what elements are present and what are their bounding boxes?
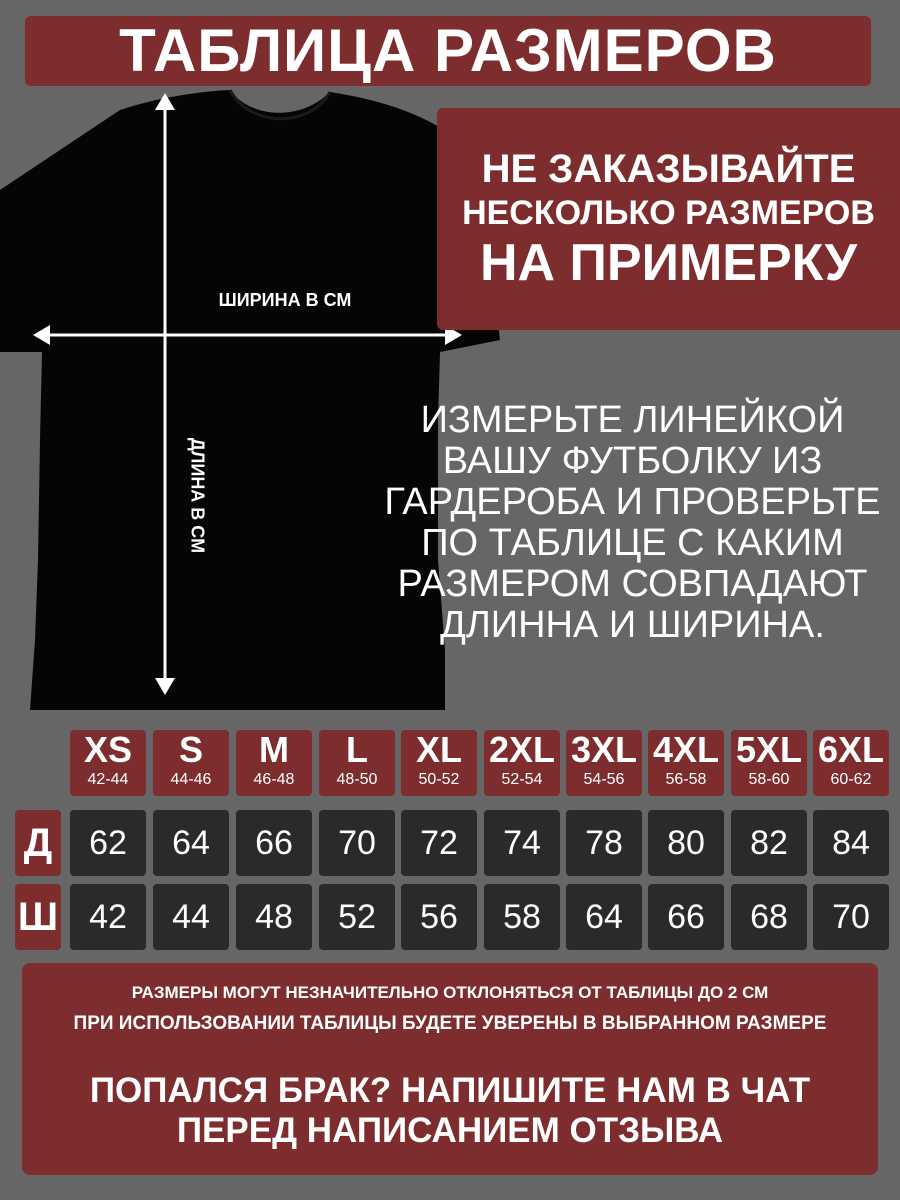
footer-note-defect: ПОПАЛСЯ БРАК? НАПИШИТЕ НАМ В ЧАТ ПЕРЕД НАПИСАНИЕМ ОТЗЫВА [89,1071,811,1150]
size-code: 6XL [817,729,885,770]
instructions-line: ВАШУ ФУТБОЛКУ ИЗ [442,440,823,482]
warning-banner [437,108,900,330]
size-code: XS [83,729,133,770]
width-cell: 42 [70,884,146,950]
length-cell: 72 [401,810,477,876]
size-ru-range: 42-44 [87,771,129,788]
size-code: M [259,729,289,770]
footer-note-confidence: ПРИ ИСПОЛЬЗОВАНИИ ТАБЛИЦЫ БУДЕТЕ УВЕРЕНЫ В ВЫБРАННОМ РАЗМЕРЕ [73,1013,827,1034]
width-cell: 66 [648,884,724,950]
instructions-line: ИЗМЕРЬТЕ ЛИНЕЙКОЙ [420,399,845,441]
size-header-xl [401,730,477,796]
warning-line-3: НА ПРИМЕРКУ [479,233,858,292]
instructions-line: ГАРДЕРОБА И ПРОВЕРЬТЕ [384,481,881,523]
width-cell: 58 [484,884,560,950]
size-ru-range: 46-48 [253,771,295,788]
size-code: L [346,729,368,770]
size-header-6xl [813,730,889,796]
instructions-line: РАЗМЕРОМ СОВПАДАЮТ [397,563,868,605]
size-code: 5XL [735,729,803,770]
length-cell: 78 [566,810,642,876]
page-title: ТАБЛИЦА РАЗМЕРОВ [119,17,777,84]
length-cell: 80 [648,810,724,876]
size-code: 3XL [570,729,638,770]
length-cell: 66 [236,810,312,876]
size-header-3xl [566,730,642,796]
width-label: ШИРИНА В СМ [218,290,352,310]
size-header-m [236,730,312,796]
length-cell: 82 [731,810,807,876]
size-header-2xl [484,730,560,796]
footer-note-tolerance: РАЗМЕРЫ МОГУТ НЕЗНАЧИТЕЛЬНО ОТКЛОНЯТЬСЯ ОТ ТАБЛИЦЫ ДО 2 СМ [131,983,769,1002]
size-ru-range: 54-56 [583,771,625,788]
row-label-length: Д [15,810,61,876]
size-ru-range: 48-50 [336,771,378,788]
instructions-line: ПО ТАБЛИЦЕ С КАКИМ [421,522,844,564]
instructions-line: ДЛИННА И ШИРИНА. [440,604,825,646]
length-cell: 62 [70,810,146,876]
length-cell: 70 [319,810,395,876]
width-cell: 48 [236,884,312,950]
size-header-5xl [731,730,807,796]
length-cell: 74 [484,810,560,876]
length-cell: 84 [813,810,889,876]
size-ru-range: 56-58 [665,771,707,788]
size-ru-range: 58-60 [748,771,790,788]
width-cell: 56 [401,884,477,950]
row-label-width: Ш [15,884,61,950]
warning-line-2: НЕСКОЛЬКО РАЗМЕРОВ [462,193,875,232]
size-header-xs [70,730,146,796]
footer-notes [22,963,878,1175]
width-cell: 70 [813,884,889,950]
size-code: S [178,729,203,770]
size-code: 2XL [488,729,556,770]
width-cell: 68 [731,884,807,950]
warning-line-1: НЕ ЗАКАЗЫВАЙТЕ [481,146,856,191]
size-code: XL [415,729,462,770]
width-cell: 52 [319,884,395,950]
size-ru-range: 52-54 [501,771,543,788]
instructions-text [380,400,885,646]
size-header-4xl [648,730,724,796]
size-ru-range: 44-46 [170,771,212,788]
length-label: ДЛИНА В СМ [187,437,208,554]
size-ru-range: 60-62 [830,771,872,788]
size-header-s [153,730,229,796]
size-header-l [319,730,395,796]
size-ru-range: 50-52 [418,771,460,788]
title-banner [25,16,871,86]
length-cell: 64 [153,810,229,876]
size-code: 4XL [652,729,720,770]
width-cell: 64 [566,884,642,950]
width-cell: 44 [153,884,229,950]
